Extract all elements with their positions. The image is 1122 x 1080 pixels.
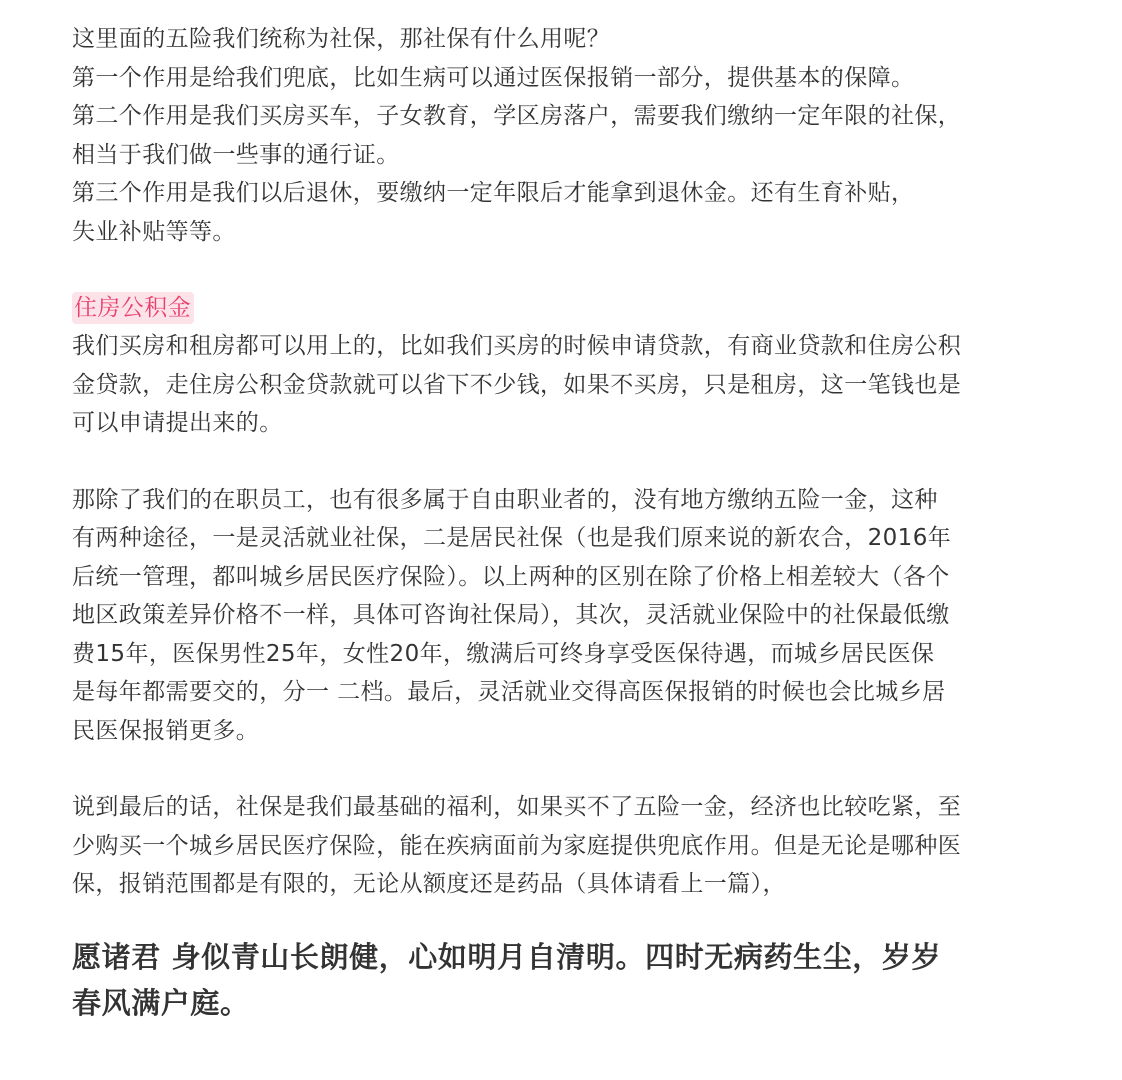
text-line: 失业补贴等等。 bbox=[72, 218, 236, 245]
text-line: 愿诸君 身似青山长朗健，心如明月自清明。四时无病药生尘，岁岁 bbox=[72, 939, 942, 974]
closing-blessing bbox=[72, 934, 1042, 1026]
text-line: 地区政策差异价格不一样，具体可咨询社保局），其次，灵活就业保险中的社保最低缴 bbox=[72, 602, 950, 628]
text-line: 后统一管理，都叫城乡居民医疗保险）。以上两种的区别在除了价格上相差较大（各个 bbox=[72, 563, 950, 590]
paragraph-gap bbox=[72, 750, 1042, 788]
text-line: 有两种途径，一是灵活就业社保，二是居民社保（也是我们原来说的新农合，2016年 bbox=[72, 525, 952, 551]
text-line: 说到最后的话，社保是我们最基础的福利，如果买不了五险一金，经济也比较吃紧，至 bbox=[72, 794, 962, 820]
text-line: 是每年都需要交的，分一 二档。最后，灵活就业交得高医保报销的时候也会比城乡居 bbox=[72, 679, 946, 705]
text-line: 第三个作用是我们以后退休，要缴纳一定年限后才能拿到退休金。还有生育补贴， bbox=[72, 180, 915, 206]
intro-paragraph bbox=[72, 20, 1042, 251]
paragraph-gap bbox=[72, 904, 1042, 934]
text-line: 第二个作用是我们买房买车，子女教育，学区房落户，需要我们缴纳一定年限的社保， bbox=[72, 103, 962, 129]
freelance-paragraph bbox=[72, 481, 1042, 751]
paragraph-gap bbox=[72, 443, 1042, 481]
housing-fund-paragraph bbox=[72, 327, 1042, 443]
text-line: 少购买一个城乡居民医疗保险，能在疾病面前为家庭提供兜底作用。但是无论是哪种医 bbox=[72, 832, 962, 859]
section-heading-housing-fund: 住房公积金 bbox=[72, 292, 194, 324]
final-paragraph bbox=[72, 788, 1042, 904]
text-line: 春风满户庭。 bbox=[72, 985, 250, 1020]
text-line: 可以申请提出来的。 bbox=[72, 410, 283, 436]
section-heading-row bbox=[72, 289, 1042, 327]
text-line: 相当于我们做一些事的通行证。 bbox=[72, 141, 400, 168]
text-line: 民医保报销更多。 bbox=[72, 717, 260, 744]
text-line: 保，报销范围都是有限的，无论从额度还是药品（具体请看上一篇）， bbox=[72, 871, 786, 897]
text-line: 金贷款，走住房公积金贷款就可以省下不少钱，如果不买房，只是租房，这一笔钱也是 bbox=[72, 371, 962, 398]
text-line: 第一个作用是给我们兜底，比如生病可以通过医保报销一部分，提供基本的保障。 bbox=[72, 64, 915, 91]
text-line: 这里面的五险我们统称为社保，那社保有什么用呢？ bbox=[72, 26, 611, 52]
paragraph-gap bbox=[72, 251, 1042, 289]
text-line: 费15年，医保男性25年，女性20年，缴满后可终身享受医保待遇，而城乡居民医保 bbox=[72, 640, 935, 667]
text-line: 我们买房和租房都可以用上的，比如我们买房的时候申请贷款，有商业贷款和住房公积 bbox=[72, 333, 962, 359]
text-line: 那除了我们的在职员工，也有很多属于自由职业者的，没有地方缴纳五险一金，这种 bbox=[72, 486, 938, 513]
article-body bbox=[72, 20, 1042, 1026]
